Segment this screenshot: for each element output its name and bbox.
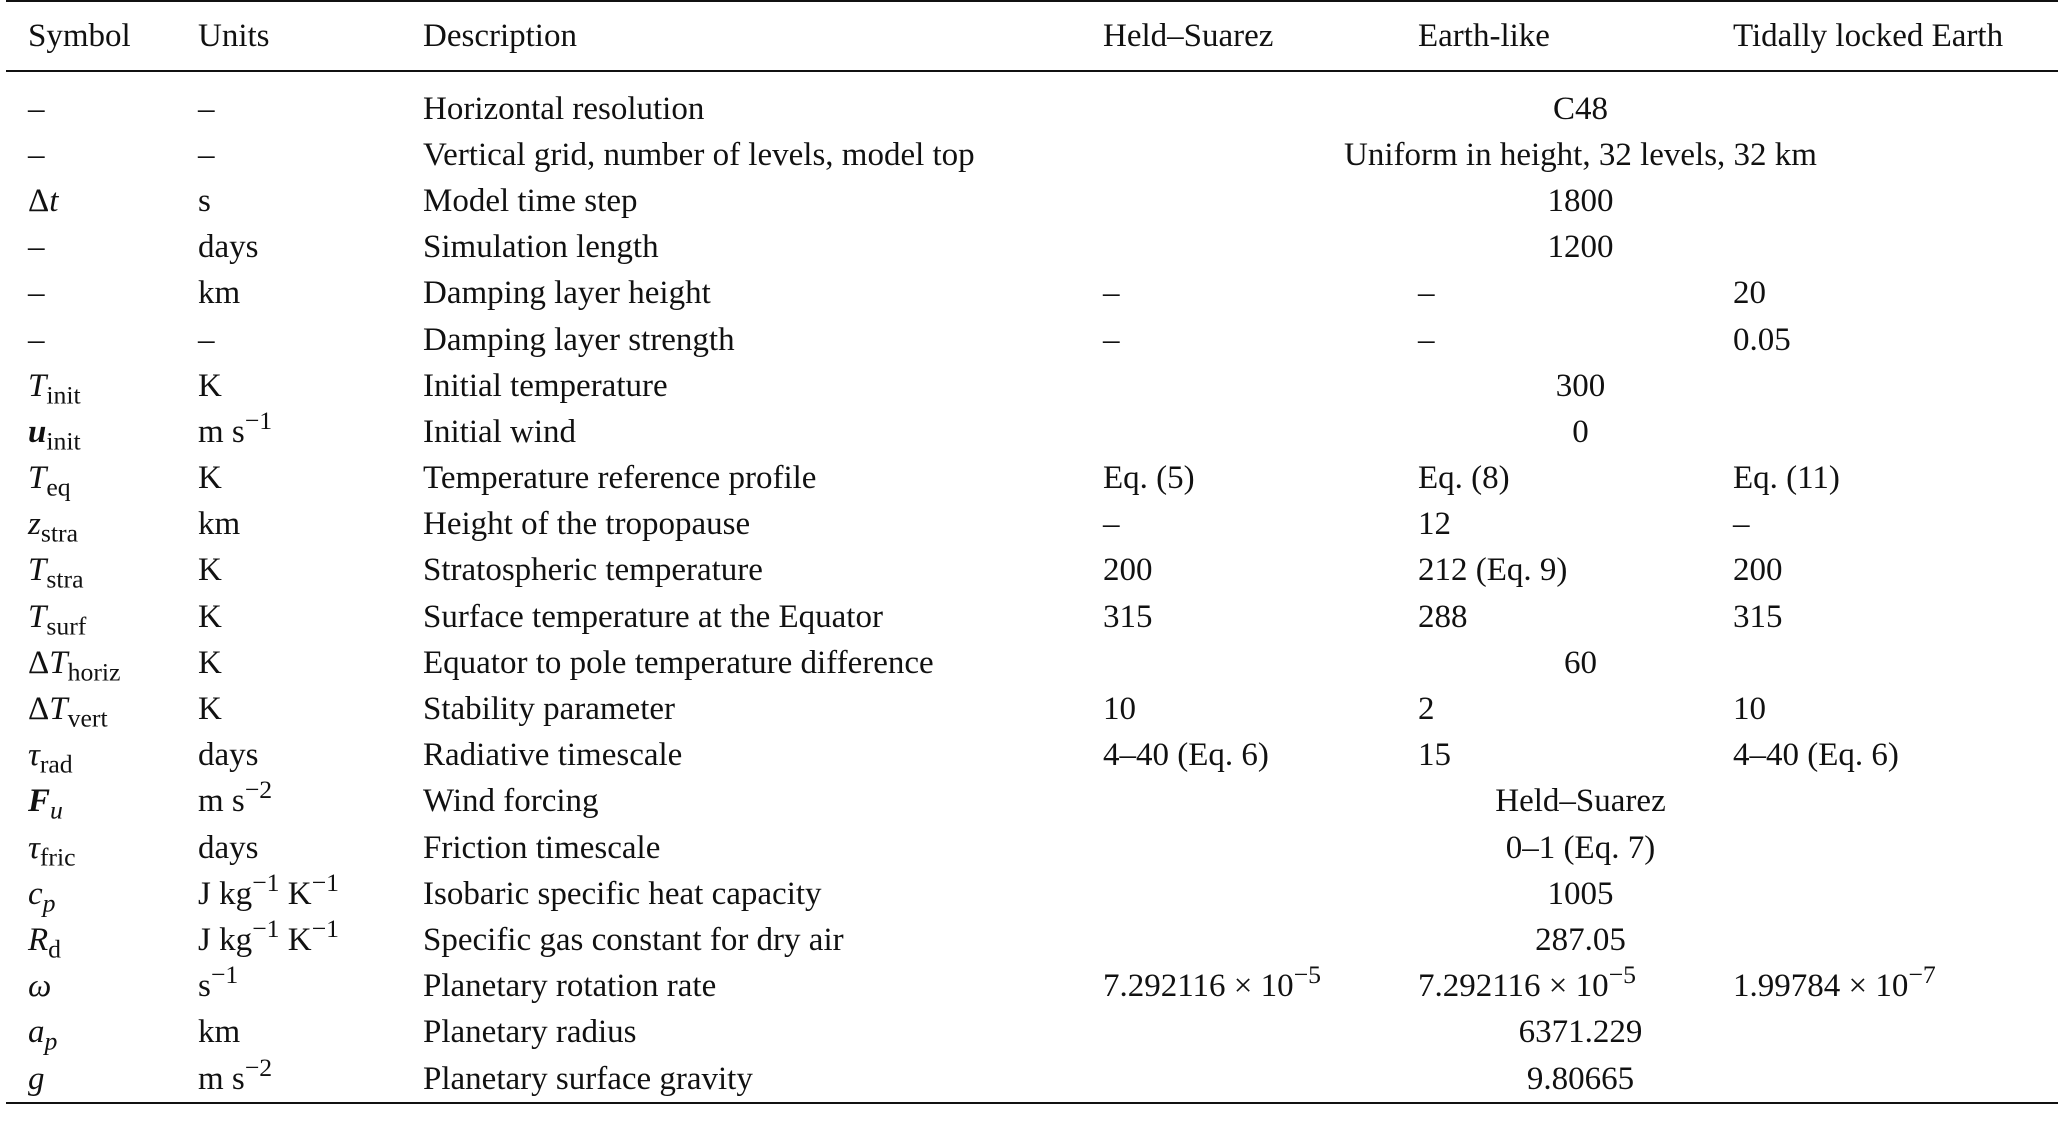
table-row bbox=[6, 132, 2058, 178]
cell-description: Stability parameter bbox=[423, 691, 675, 728]
cell-held-suarez: Eq. (5) bbox=[1103, 460, 1195, 497]
cell-units: days bbox=[198, 829, 259, 866]
table-row bbox=[6, 409, 2058, 455]
table-row bbox=[6, 1056, 2058, 1103]
table-row bbox=[6, 1010, 2058, 1056]
cell-units: – bbox=[198, 90, 215, 127]
cell-units: km bbox=[198, 1014, 241, 1051]
table-row bbox=[6, 178, 2058, 224]
cell-symbol: $\Delta T_{horiz}$ bbox=[28, 644, 121, 687]
cell-units: s bbox=[198, 182, 211, 219]
cell-description: Planetary radius bbox=[423, 1014, 637, 1051]
cell-symbol: $\tau_{rad}$ bbox=[28, 737, 73, 779]
cell-value-all: 300 bbox=[1555, 367, 1606, 404]
cell-description: Model time step bbox=[423, 182, 638, 219]
cell-tidally-locked: $1.99784 \times 10^{-7}$ bbox=[1733, 960, 1936, 1005]
cell-held-suarez: 10 bbox=[1103, 691, 1136, 728]
cell-description: Wind forcing bbox=[423, 783, 599, 820]
cell-symbol: Δt bbox=[28, 182, 59, 219]
cell-units: m $s^{-1}$ bbox=[198, 406, 273, 450]
table-body bbox=[6, 71, 2058, 1103]
cell-units: $s^{-1}$ bbox=[198, 960, 239, 1005]
cell-units: – bbox=[198, 136, 215, 173]
cell-symbol: $R_d$ bbox=[28, 921, 62, 964]
cell-description: Friction timescale bbox=[423, 829, 661, 866]
cell-description: Simulation length bbox=[423, 229, 659, 266]
cell-units: K bbox=[198, 691, 222, 728]
table-row bbox=[6, 640, 2058, 686]
table-row bbox=[6, 733, 2058, 779]
table-row bbox=[6, 825, 2058, 871]
table-row bbox=[6, 225, 2058, 271]
cell-symbol: – bbox=[28, 136, 45, 173]
cell-description: Height of the tropopause bbox=[423, 506, 751, 543]
cell-held-suarez: 200 bbox=[1103, 552, 1153, 589]
cell-units: – bbox=[198, 321, 215, 358]
parameter-table bbox=[6, 0, 2058, 1104]
header-units: Units bbox=[198, 17, 270, 54]
cell-value-all: 1005 bbox=[1547, 875, 1614, 912]
cell-earth-like: 12 bbox=[1418, 506, 1451, 543]
header-description: Description bbox=[423, 17, 577, 54]
table-row bbox=[6, 271, 2058, 317]
header-earth-like: Earth-like bbox=[1418, 17, 1550, 54]
cell-tidally-locked: 0.05 bbox=[1733, 321, 1791, 358]
cell-earth-like: 288 bbox=[1418, 598, 1468, 635]
cell-units: m $s^{-2}$ bbox=[198, 775, 273, 820]
table-row bbox=[6, 779, 2058, 825]
cell-tidally-locked: Eq. (11) bbox=[1733, 460, 1840, 497]
cell-units: J $kg^{-1}$ $K^{-1}$ bbox=[198, 867, 339, 912]
cell-description: Temperature reference profile bbox=[423, 460, 817, 497]
cell-symbol: $T_{init}$ bbox=[28, 367, 81, 410]
cell-description: Stratospheric temperature bbox=[423, 552, 763, 589]
cell-value-all: 0–1 (Eq. 7) bbox=[1505, 829, 1656, 866]
cell-symbol: $T_{surf}$ bbox=[28, 598, 87, 641]
cell-value-all: 0 bbox=[1572, 413, 1589, 450]
cell-units: days bbox=[198, 737, 259, 774]
cell-description: Planetary rotation rate bbox=[423, 968, 717, 1005]
table-row bbox=[6, 594, 2058, 640]
cell-symbol: g bbox=[28, 1060, 45, 1097]
parameter-table-wrapper bbox=[6, 0, 2058, 1104]
cell-symbol: $u_{init}$ bbox=[28, 413, 81, 456]
cell-earth-like: – bbox=[1418, 275, 1435, 312]
cell-value-all: 1800 bbox=[1547, 182, 1614, 219]
cell-description: Isobaric specific heat capacity bbox=[423, 875, 822, 912]
cell-tidally-locked: 200 bbox=[1733, 552, 1783, 589]
table-row bbox=[6, 964, 2058, 1010]
cell-value-all: 60 bbox=[1564, 644, 1597, 681]
cell-description: Initial wind bbox=[423, 413, 577, 450]
cell-description: Surface temperature at the Equator bbox=[423, 598, 883, 635]
cell-symbol: $T_{stra}$ bbox=[28, 552, 84, 595]
cell-tidally-locked: 315 bbox=[1733, 598, 1783, 635]
cell-units: km bbox=[198, 275, 241, 312]
cell-value-all: Held–Suarez bbox=[1495, 783, 1666, 820]
cell-symbol: $\tau_{fric}$ bbox=[28, 829, 76, 872]
cell-description: Radiative timescale bbox=[423, 737, 683, 774]
cell-units: K bbox=[198, 552, 222, 589]
table-row bbox=[6, 548, 2058, 594]
cell-symbol: $c_p$ bbox=[28, 875, 56, 918]
cell-symbol: $T_{eq}$ bbox=[28, 460, 71, 502]
cell-held-suarez: – bbox=[1103, 321, 1120, 358]
cell-description: Initial temperature bbox=[423, 367, 668, 404]
cell-units: K bbox=[198, 644, 222, 681]
table-row bbox=[6, 686, 2058, 732]
cell-earth-like: – bbox=[1418, 321, 1435, 358]
cell-symbol: $z_{stra}$ bbox=[28, 506, 79, 548]
table-header bbox=[6, 1, 2058, 71]
header-tidally-locked: Tidally locked Earth bbox=[1733, 17, 2004, 54]
cell-earth-like: 15 bbox=[1418, 737, 1451, 774]
cell-description: Planetary surface gravity bbox=[423, 1060, 753, 1097]
cell-symbol: – bbox=[28, 90, 45, 127]
cell-units: m $s^{-2}$ bbox=[198, 1052, 273, 1097]
table-row bbox=[6, 317, 2058, 363]
cell-value-all: 1200 bbox=[1547, 229, 1614, 266]
cell-symbol: ω bbox=[28, 968, 52, 1005]
cell-units: days bbox=[198, 229, 259, 266]
cell-value-all: 287.05 bbox=[1535, 921, 1626, 958]
cell-symbol: $F_u$ bbox=[28, 783, 63, 826]
cell-value-all: Uniform in height, 32 levels, 32 km bbox=[1344, 136, 1817, 173]
cell-tidally-locked: 10 bbox=[1733, 691, 1766, 728]
cell-value-all: 6371.229 bbox=[1518, 1014, 1643, 1051]
cell-earth-like: 212 (Eq. 9) bbox=[1418, 552, 1568, 589]
table-row bbox=[6, 502, 2058, 548]
table-row bbox=[6, 917, 2058, 963]
cell-symbol: $\Delta T_{vert}$ bbox=[28, 691, 108, 733]
cell-description: Damping layer height bbox=[423, 275, 711, 312]
cell-description: Horizontal resolution bbox=[423, 90, 705, 127]
cell-symbol: – bbox=[28, 229, 45, 266]
cell-tidally-locked: 4–40 (Eq. 6) bbox=[1733, 737, 1899, 774]
header-symbol: Symbol bbox=[28, 17, 131, 54]
table-row bbox=[6, 363, 2058, 409]
table-row bbox=[6, 456, 2058, 502]
cell-held-suarez: – bbox=[1103, 275, 1120, 312]
cell-symbol: – bbox=[28, 321, 45, 358]
cell-units: K bbox=[198, 598, 222, 635]
cell-earth-like: 2 bbox=[1418, 691, 1435, 728]
cell-symbol: $a_p$ bbox=[28, 1014, 58, 1057]
cell-value-all: C48 bbox=[1552, 90, 1608, 127]
cell-description: Damping layer strength bbox=[423, 321, 735, 358]
cell-held-suarez: 4–40 (Eq. 6) bbox=[1103, 737, 1269, 774]
header-held-suarez: Held–Suarez bbox=[1103, 17, 1274, 54]
cell-units: K bbox=[198, 460, 222, 497]
cell-held-suarez: $7.292116 \times 10^{-5}$ bbox=[1103, 960, 1322, 1005]
cell-symbol: – bbox=[28, 275, 45, 312]
table-row bbox=[6, 71, 2058, 132]
cell-description: Equator to pole temperature difference bbox=[423, 644, 934, 681]
cell-earth-like: Eq. (8) bbox=[1418, 460, 1510, 497]
cell-description: Vertical grid, number of levels, model top bbox=[423, 136, 975, 173]
cell-held-suarez: – bbox=[1103, 506, 1120, 543]
cell-tidally-locked: 20 bbox=[1733, 275, 1766, 312]
cell-earth-like: $7.292116 \times 10^{-5}$ bbox=[1418, 960, 1637, 1005]
cell-value-all: 9.80665 bbox=[1526, 1060, 1635, 1097]
cell-description: Specific gas constant for dry air bbox=[423, 921, 844, 958]
table-row bbox=[6, 871, 2058, 917]
cell-units: J $kg^{-1}$ $K^{-1}$ bbox=[198, 914, 339, 958]
cell-units: km bbox=[198, 506, 241, 543]
cell-units: K bbox=[198, 367, 222, 404]
cell-held-suarez: 315 bbox=[1103, 598, 1153, 635]
cell-tidally-locked: – bbox=[1733, 506, 1750, 543]
